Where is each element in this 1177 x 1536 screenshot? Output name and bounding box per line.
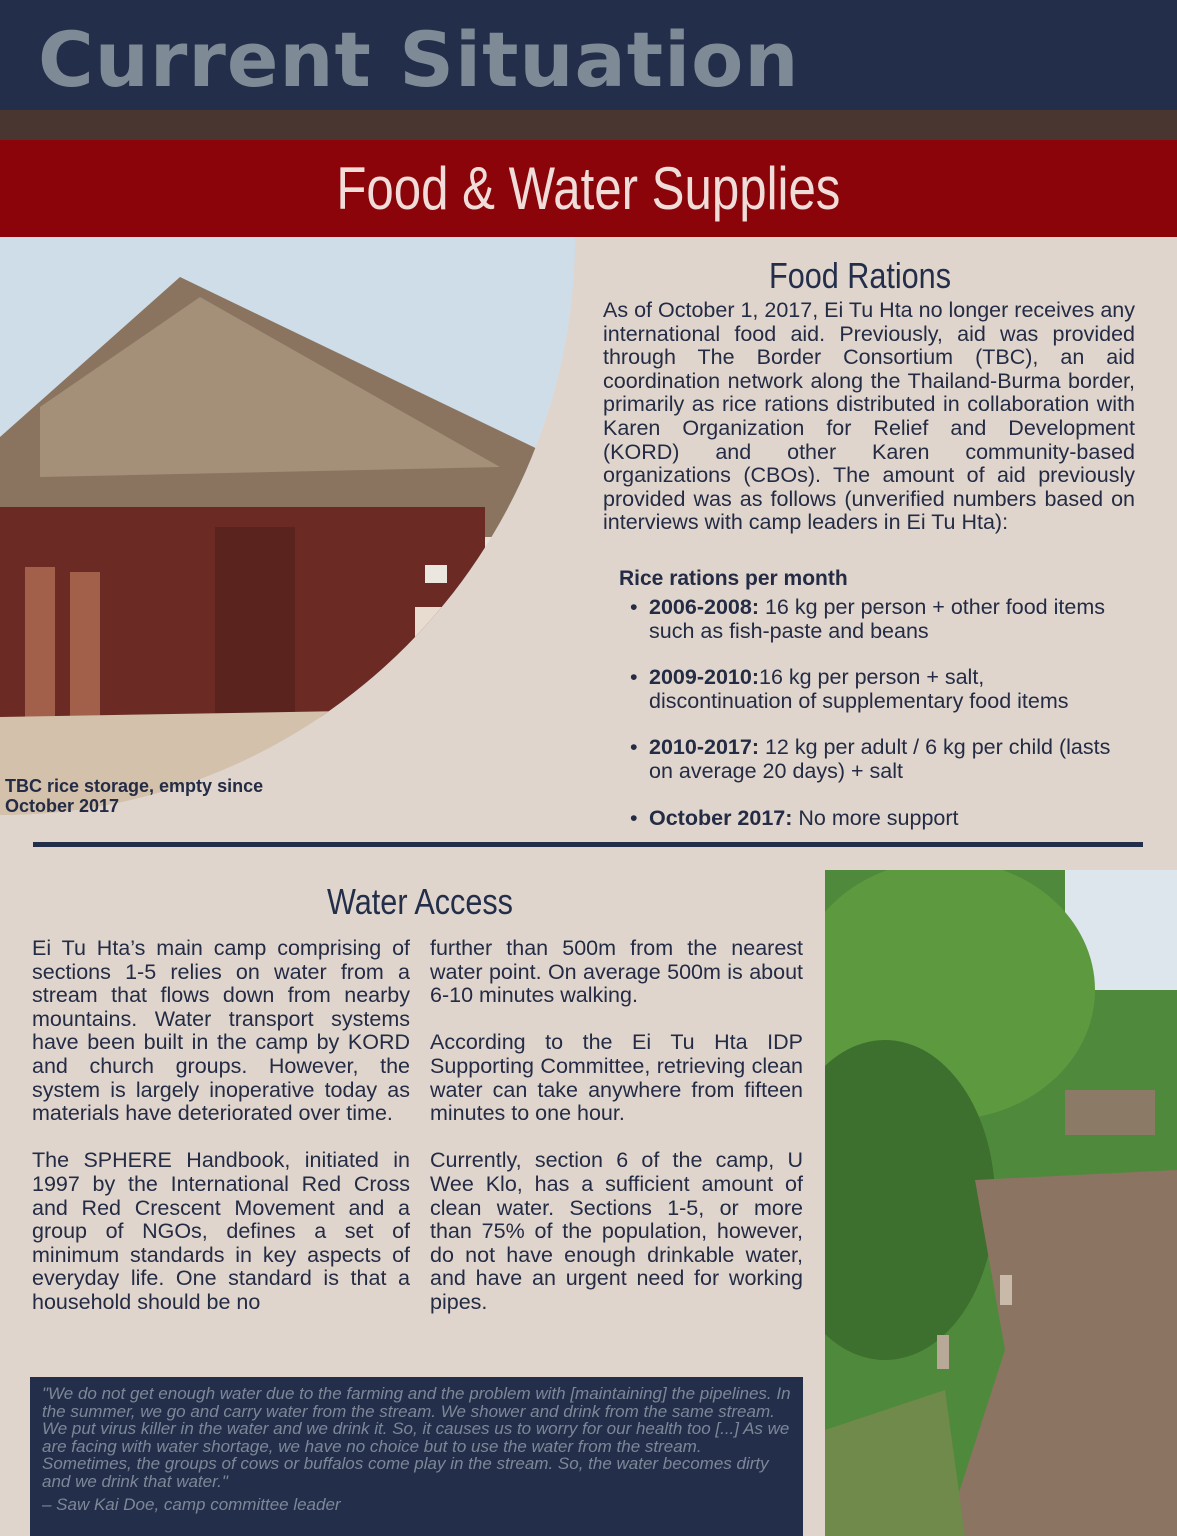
bullet-icon: • xyxy=(630,665,638,690)
bullet-icon: • xyxy=(630,735,638,760)
list-item: • October 2017: No more support xyxy=(630,805,959,830)
page-header xyxy=(0,0,1177,110)
stream-photo xyxy=(825,870,1177,1536)
quote-text: "We do not get enough water due to the farming and the problem with [maintaining] the pipelines. In the summer, we go and carry water from the stream. We shower and drink from the same stream. We put virus killer in the water and we drink it. So, it causes us to worry for our health too [...] As we are facing with water shortage, we have no choice but to use the water from the stream. Sometimes, the groups of cows or buffalos come play in the stream. So, the water becomes dirty and we drink that water." xyxy=(42,1384,791,1491)
quote-box xyxy=(30,1377,803,1536)
rice-rations-list xyxy=(630,596,1130,853)
list-item: • 2006-2008: 16 kg per person + other food items such as fish-paste and beans xyxy=(630,595,1105,643)
paragraph: further than 500m from the nearest water point. On average 500m is about 6-10 minutes walking. xyxy=(430,936,803,1008)
water-column-right xyxy=(430,937,803,1338)
food-rations-body: As of October 1, 2017, Ei Tu Hta no longer receives any international food aid. Previously, aid was provided through The Border Consortium (TBC), an aid coordination network along the Thailand-Burma border, primarily as rice rations distributed in collaboration with Karen Organization for Relief and Development (KORD) and other Karen community-based organizations (CBOs). The amount of aid previously provided was as follows (unverified numbers based on interviews with camp leaders in Ei Tu Hta): xyxy=(603,298,1135,535)
paragraph: Currently, section 6 of the camp, U Wee Klo, has a sufficient amount of clean water. Sections 1-5, or more than 75% of the population, however, do not have enough drinkable water, and have an urgent need for working pipes. xyxy=(430,1148,803,1314)
header-divider-bar xyxy=(0,110,1177,140)
rice-storage-photo xyxy=(0,237,575,815)
paragraph: According to the Ei Tu Hta IDP Supporting Committee, retrieving clean water can take anywhere from fifteen minutes to one hour. xyxy=(430,1030,803,1126)
photo-caption: TBC rice storage, empty since October 2017 xyxy=(5,776,264,816)
page-title: Current Situation xyxy=(38,15,800,104)
water-access-heading: Water Access xyxy=(327,881,513,922)
section-divider xyxy=(33,842,1143,847)
food-rations-heading: Food Rations xyxy=(768,255,952,296)
list-item: • 2010-2017: 12 kg per adult / 6 kg per child (lasts on average 20 days) + salt xyxy=(630,735,1111,783)
section-banner xyxy=(0,140,1177,237)
quote-attribution: – Saw Kai Doe, camp committee leader xyxy=(42,1494,341,1514)
list-item: • 2009-2010:16 kg per person + salt, discontinuation of supplementary food items xyxy=(630,665,1069,713)
paragraph: The SPHERE Handbook, initiated in 1997 by the International Red Cross and Red Crescent Movement and a group of NGOs, defines a set of minimum standards in key aspects of everyday life. One standard is that a household should be no xyxy=(32,1148,410,1314)
rice-rations-heading: Rice rations per month xyxy=(619,567,848,590)
water-column-left xyxy=(32,937,410,1338)
bullet-icon: • xyxy=(630,805,638,830)
section-banner-title: Food & Water Supplies xyxy=(336,155,841,222)
paragraph: Ei Tu Hta’s main camp comprising of sections 1-5 relies on water from a stream that flows down from nearby mountains. Water transport systems have been built in the camp by KORD and church groups. However, the system is largely inoperative today as materials have deteriorated over time. xyxy=(32,936,410,1126)
bullet-icon: • xyxy=(630,595,638,619)
